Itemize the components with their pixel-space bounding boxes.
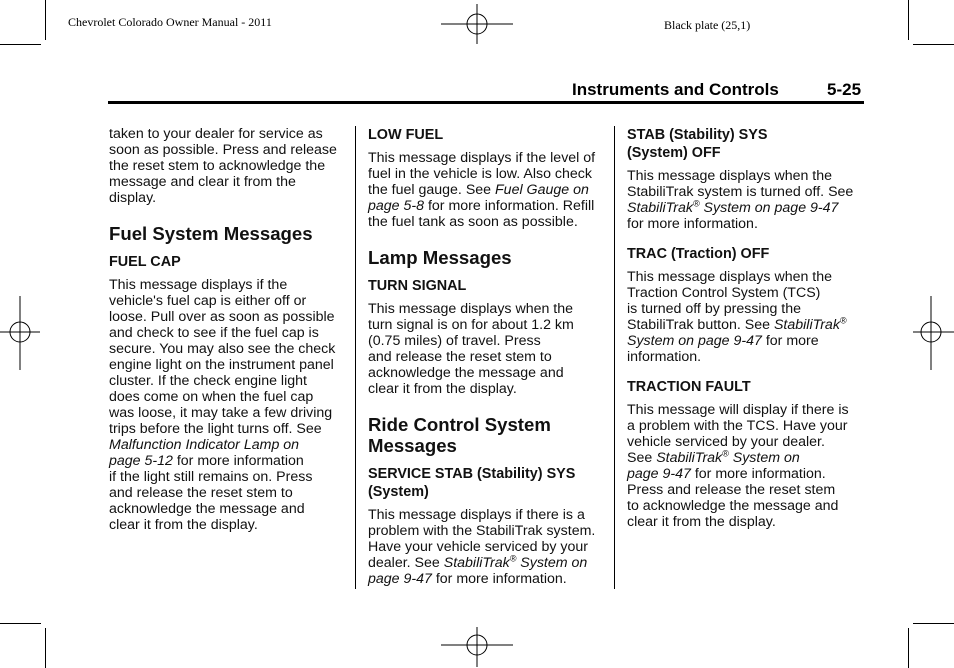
heading-lamp-messages: Lamp Messages bbox=[368, 247, 512, 268]
heading-trac-off: TRAC (Traction) OFF bbox=[627, 246, 770, 262]
registration-mark-right bbox=[913, 296, 954, 370]
heading-service-stab: SERVICE STAB (Stability) SYS (System) bbox=[368, 466, 576, 500]
section-title: Instruments and Controls bbox=[572, 80, 779, 99]
registration-mark-bottom bbox=[441, 627, 513, 667]
fuel-cap-paragraph: This message displays if the vehicle's fuel cap is either off or loose. Pull over as soon as possible and check to see if the fuel cap is secure. You may also see the check engine light on the instrument panel cluster. If the check engine light does come on when the fuel cap was loose, it may take a few driving trips before the light turns off. See Malfunction Indicator Lamp on page 5-12 for more information if the light still remains on. Press and release the reset stem to acknowledge the message and clear it from the display. bbox=[109, 277, 349, 533]
crop-mark-br-v bbox=[908, 628, 909, 668]
crop-mark-tr-v bbox=[908, 0, 909, 40]
column-divider-1 bbox=[355, 126, 356, 589]
intro-paragraph: taken to your dealer for service as soon as possible. Press and release the reset stem to acknowledge the message and clear it from the display. bbox=[109, 126, 337, 206]
crop-mark-br-h bbox=[913, 623, 954, 624]
xref-page-5-12[interactable]: page 5-12 bbox=[109, 453, 173, 469]
column-2 bbox=[368, 126, 608, 600]
heading-low-fuel: LOW FUEL bbox=[368, 127, 444, 143]
crop-mark-tr-h bbox=[913, 44, 954, 45]
registration-mark-top bbox=[441, 4, 513, 44]
service-stab-paragraph: This message displays if there is a problem with the StabiliTrak system. Have your vehicle serviced by your dealer. See StabiliTrak® System on page 9-47 for more information. bbox=[368, 507, 596, 587]
xref-stabilitrak-fault[interactable]: StabiliTrak® System on bbox=[656, 448, 800, 466]
trac-off-paragraph: This message displays when the Traction Control System (TCS) is turned off by pressing the StabiliTrak button. See StabiliTrak® System on page 9-47 for more information. bbox=[627, 269, 847, 365]
crop-mark-bl-v bbox=[45, 628, 46, 668]
xref-fuel-gauge[interactable]: Fuel Gauge on bbox=[495, 182, 589, 198]
low-fuel-paragraph: This message displays if the level of fuel in the vehicle is low. Also check the fuel gauge. See Fuel Gauge on page 5-8 for more information. Refill the fuel tank as soon as possible. bbox=[368, 150, 596, 230]
heading-turn-signal: TURN SIGNAL bbox=[368, 278, 467, 294]
crop-mark-tl-v bbox=[45, 0, 46, 40]
heading-fuel-system-messages: Fuel System Messages bbox=[109, 223, 313, 244]
traction-fault-paragraph: This message will display if there is a problem with the TCS. Have your vehicle serviced by your dealer. See StabiliTrak® System on page 9-47 for more information. Press and release the reset stem to acknowledge the message and clear it from the display. bbox=[627, 402, 849, 530]
plate-slug: Black plate (25,1) bbox=[664, 18, 751, 32]
heading-ride-control: Ride Control System Messages bbox=[368, 414, 551, 456]
crop-mark-tl-h bbox=[0, 44, 41, 45]
xref-stabilitrak[interactable]: StabiliTrak® System on bbox=[443, 553, 588, 571]
column-3 bbox=[627, 126, 867, 543]
xref-page-9-47[interactable]: page 9-47 bbox=[368, 571, 432, 587]
manual-slug: Chevrolet Colorado Owner Manual - 2011 bbox=[68, 15, 272, 29]
xref-stabilitrak-trac[interactable]: StabiliTrak® bbox=[773, 315, 847, 333]
crop-mark-bl-h bbox=[0, 623, 41, 624]
header-rule bbox=[108, 101, 864, 104]
turn-signal-paragraph: This message displays when the turn signal is on for about 1.2 km (0.75 miles) of travel. Press and release the reset stem to acknowledge the message and clear it from the display. bbox=[368, 301, 574, 397]
xref-stabilitrak-stab[interactable]: StabiliTrak® System on page 9-47 bbox=[627, 198, 839, 216]
xref-page-5-8[interactable]: page 5-8 bbox=[368, 198, 425, 214]
xref-system-page-9-47[interactable]: System on page 9-47 bbox=[627, 333, 762, 349]
column-divider-2 bbox=[614, 126, 615, 589]
xref-malfunction-lamp[interactable]: Malfunction Indicator Lamp on bbox=[109, 437, 300, 453]
xref-fault-page-9-47[interactable]: page 9-47 bbox=[627, 466, 691, 482]
page-number: 5-25 bbox=[827, 80, 862, 99]
heading-traction-fault: TRACTION FAULT bbox=[627, 379, 751, 395]
registration-mark-left bbox=[0, 296, 40, 370]
column-1 bbox=[109, 126, 349, 546]
stab-off-paragraph: This message displays when the StabiliTrak system is turned off. See StabiliTrak® System on page 9-47 for more information. bbox=[627, 168, 867, 232]
heading-fuel-cap: FUEL CAP bbox=[109, 254, 181, 270]
heading-stab-sys-off: STAB (Stability) SYS (System) OFF bbox=[627, 127, 768, 161]
